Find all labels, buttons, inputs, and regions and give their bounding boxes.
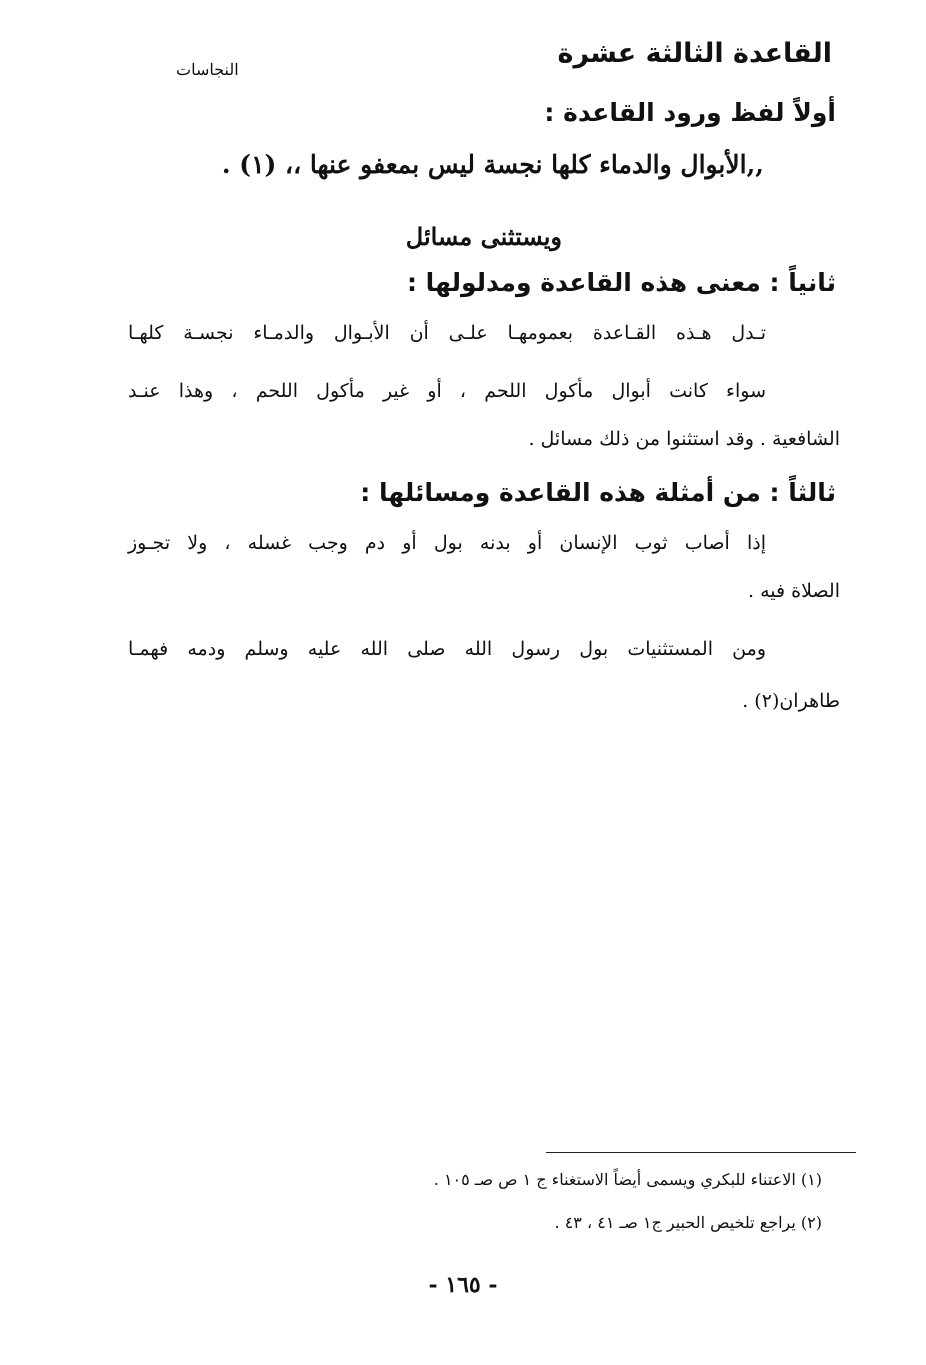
footnote: (٢) يراجع تلخيص الحبير ج١ صـ ٤١ ، ٤٣ . [554,1213,822,1232]
section-heading-examples: ثالثاً : من أمثلة هذه القاعدة ومسائلها : [360,478,836,507]
meaning-line: سواء كانت أبوال مأكول اللحم ، أو غير مأكول اللحم ، وهذا عنـد [128,380,766,402]
section-heading-wording: أولاً لفظ ورود القاعدة : [544,98,836,127]
example-line: إذا أصاب ثوب الإنسان أو بدنه بول أو دم وجب غسله ، ولا تجـوز [128,532,766,554]
example-line: الصلاة فيه . [748,580,840,602]
meaning-line: الشافعية . وقد استثنوا من ذلك مسائل . [528,428,840,450]
footnote-divider [546,1152,856,1153]
rule-exception-note: ويستثنى مسائل [405,222,562,251]
running-head: النجاسات [176,60,239,79]
section-heading-meaning: ثانياً : معنى هذه القاعدة ومدلولها : [406,268,836,297]
rule-title: القاعدة الثالثة عشرة [557,38,832,69]
rule-statement: ,,الأبوال والدماء كلها نجسة ليس بمعفو عنها ،، (١) . [221,150,764,179]
page-number: - ١٦٥ - [428,1272,498,1298]
exception-line: طاهران(٢) . [742,690,840,712]
meaning-line: تـدل هـذه القـاعدة بعمومهـا علـى أن الأبـوال والدمـاء نجسـة كلهـا [128,322,766,344]
footnote: (١) الاعتناء للبكري ويسمى أيضاً الاستغناء ج ١ ص صـ ١٠٥ . [433,1170,822,1189]
exception-line: ومن المستثنيات بول رسول الله صلى الله عليه وسلم ودمه فهمـا [128,638,766,660]
